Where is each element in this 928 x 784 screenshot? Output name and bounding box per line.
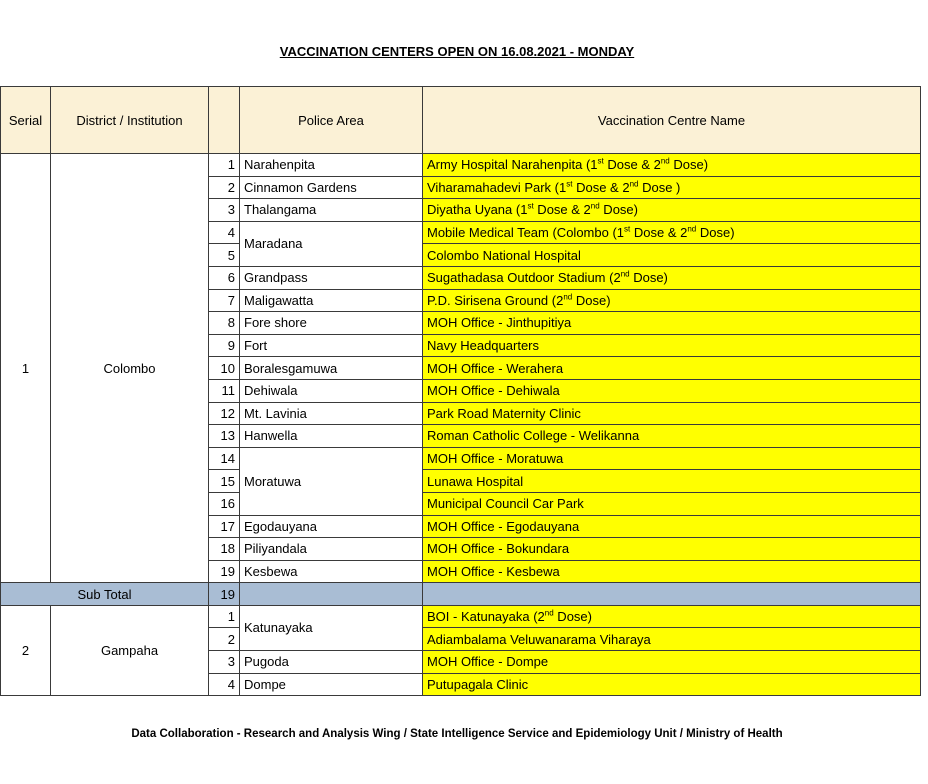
centre-name-text: Municipal Council Car Park: [427, 496, 584, 512]
district-cell: Colombo: [51, 154, 209, 583]
ordinal-suffix: nd: [660, 156, 670, 166]
row-number: 14: [209, 447, 240, 470]
centre-name: [423, 538, 921, 561]
centre-name-text: MOH Office - Jinthupitiya: [427, 315, 572, 331]
centre-name: [423, 289, 921, 312]
ordinal-suffix: nd: [620, 269, 630, 279]
row-number: 7: [209, 289, 240, 312]
centre-name-text: Dose ): [638, 179, 681, 195]
centre-name: [423, 560, 921, 583]
police-area: Piliyandala: [240, 538, 423, 561]
centre-name-text: Colombo National Hospital: [427, 247, 581, 263]
centre-name: [423, 447, 921, 470]
centre-name-text: Dose): [669, 157, 709, 173]
police-area: Fort: [240, 334, 423, 357]
header-number: [209, 87, 240, 154]
ordinal-suffix: st: [624, 224, 631, 234]
centre-name: [423, 199, 921, 222]
centre-name-text: Lunawa Hospital: [427, 473, 524, 489]
centre-name: [423, 515, 921, 538]
centre-name: [423, 357, 921, 380]
centre-name-text: Dose): [572, 292, 611, 308]
centre-name-text: MOH Office - Dompe: [427, 654, 549, 670]
centre-name: [423, 221, 921, 244]
row-number: 11: [209, 379, 240, 402]
page-title: VACCINATION CENTERS OPEN ON 16.08.2021 - MONDAY: [279, 44, 635, 59]
row-number: 5: [209, 244, 240, 267]
police-area: Egodauyana: [240, 515, 423, 538]
centre-name: [423, 492, 921, 515]
row-number: 4: [209, 673, 240, 696]
row-number: 12: [209, 402, 240, 425]
ordinal-suffix: nd: [544, 608, 554, 618]
row-number: 18: [209, 538, 240, 561]
centre-name-text: MOH Office - Werahera: [427, 360, 564, 376]
police-area: Moratuwa: [240, 447, 423, 515]
row-number: 3: [209, 651, 240, 674]
subtotal-empty-police: [240, 583, 423, 606]
police-area: Thalangama: [240, 199, 423, 222]
centre-name-text: Mobile Medical Team (Colombo (1: [427, 225, 625, 241]
centre-name: [423, 176, 921, 199]
ordinal-suffix: st: [566, 179, 573, 189]
centre-name: [423, 425, 921, 448]
table-header-row: [1, 87, 921, 154]
centre-name: [423, 628, 921, 651]
centre-name: [423, 334, 921, 357]
table-row: [1, 154, 921, 177]
subtotal-label: Sub Total: [1, 583, 209, 606]
table-body: [1, 154, 921, 696]
vaccination-centers-table: [0, 86, 921, 696]
centre-name-text: MOH Office - Egodauyana: [427, 518, 580, 534]
police-area: Dompe: [240, 673, 423, 696]
ordinal-suffix: nd: [629, 179, 639, 189]
row-number: 17: [209, 515, 240, 538]
centre-name-text: Adiambalama Veluwanarama Viharaya: [427, 631, 651, 647]
police-area: Boralesgamuwa: [240, 357, 423, 380]
centre-name: [423, 312, 921, 335]
row-number: 1: [209, 154, 240, 177]
police-area: Hanwella: [240, 425, 423, 448]
header-serial: Serial: [1, 87, 51, 154]
police-area: Cinnamon Gardens: [240, 176, 423, 199]
police-area: Katunayaka: [240, 605, 423, 650]
centre-name-text: Dose): [696, 225, 735, 241]
header-police-area: Police Area: [240, 87, 423, 154]
footer-credit: Data Collaboration - Research and Analysis Wing / State Intelligence Service and Epidemiology Unit / Ministry of Health: [131, 728, 783, 740]
police-area: Maligawatta: [240, 289, 423, 312]
centre-name: [423, 402, 921, 425]
row-number: 15: [209, 470, 240, 493]
row-number: 19: [209, 560, 240, 583]
centre-name-text: Dose & 2: [533, 202, 591, 218]
centre-name-text: MOH Office - Bokundara: [427, 541, 570, 557]
centre-name-text: Dose & 2: [630, 225, 688, 241]
centre-name-text: BOI - Katunayaka (2: [427, 609, 545, 625]
police-area: Dehiwala: [240, 379, 423, 402]
centre-name-text: Navy Headquarters: [427, 338, 539, 354]
centre-name: [423, 673, 921, 696]
ordinal-suffix: nd: [563, 292, 573, 302]
table-row: [1, 605, 921, 628]
centre-name: [423, 605, 921, 628]
centre-name-text: Dose & 2: [572, 179, 630, 195]
centre-name-text: Park Road Maternity Clinic: [427, 405, 581, 421]
ordinal-suffix: st: [597, 156, 604, 166]
centre-name-text: Diyatha Uyana (1: [427, 202, 528, 218]
centre-name-text: Roman Catholic College - Welikanna: [427, 428, 640, 444]
centre-name-text: P.D. Sirisena Ground (2: [427, 292, 564, 308]
row-number: 3: [209, 199, 240, 222]
centre-name-text: Dose & 2: [603, 157, 661, 173]
row-number: 8: [209, 312, 240, 335]
police-area: Grandpass: [240, 266, 423, 289]
header-district: District / Institution: [51, 87, 209, 154]
row-number: 6: [209, 266, 240, 289]
row-number: 2: [209, 628, 240, 651]
row-number: 4: [209, 221, 240, 244]
row-number: 16: [209, 492, 240, 515]
police-area: Fore shore: [240, 312, 423, 335]
row-number: 13: [209, 425, 240, 448]
subtotal-empty-centre: [423, 583, 921, 606]
police-area: Mt. Lavinia: [240, 402, 423, 425]
header-centre-name: Vaccination Centre Name: [423, 87, 921, 154]
centre-name-text: Army Hospital Narahenpita (1: [427, 157, 598, 173]
row-number: 1: [209, 605, 240, 628]
centre-name: [423, 379, 921, 402]
serial-cell: 2: [1, 605, 51, 695]
row-number: 10: [209, 357, 240, 380]
police-area: Kesbewa: [240, 560, 423, 583]
centre-name-text: Viharamahadevi Park (1: [427, 179, 567, 195]
ordinal-suffix: nd: [687, 224, 697, 234]
centre-name-text: Dose): [599, 202, 638, 218]
centre-name-text: Dose): [553, 609, 592, 625]
district-cell: Gampaha: [51, 605, 209, 695]
centre-name-text: Dose): [629, 270, 668, 286]
subtotal-value: 19: [209, 583, 240, 606]
ordinal-suffix: st: [527, 202, 534, 212]
centre-name: [423, 470, 921, 493]
row-number: 9: [209, 334, 240, 357]
centre-name-text: Sugathadasa Outdoor Stadium (2: [427, 270, 621, 286]
centre-name: [423, 266, 921, 289]
serial-cell: 1: [1, 154, 51, 583]
ordinal-suffix: nd: [590, 202, 600, 212]
subtotal-row: [1, 583, 921, 606]
centre-name: [423, 154, 921, 177]
police-area: Narahenpita: [240, 154, 423, 177]
row-number: 2: [209, 176, 240, 199]
centre-name-text: MOH Office - Moratuwa: [427, 451, 564, 467]
centre-name: [423, 244, 921, 267]
police-area: Pugoda: [240, 651, 423, 674]
centre-name-text: MOH Office - Dehiwala: [427, 383, 560, 399]
centre-name-text: Putupagala Clinic: [427, 676, 529, 692]
centre-name-text: MOH Office - Kesbewa: [427, 563, 560, 579]
centre-name: [423, 651, 921, 674]
police-area: Maradana: [240, 221, 423, 266]
